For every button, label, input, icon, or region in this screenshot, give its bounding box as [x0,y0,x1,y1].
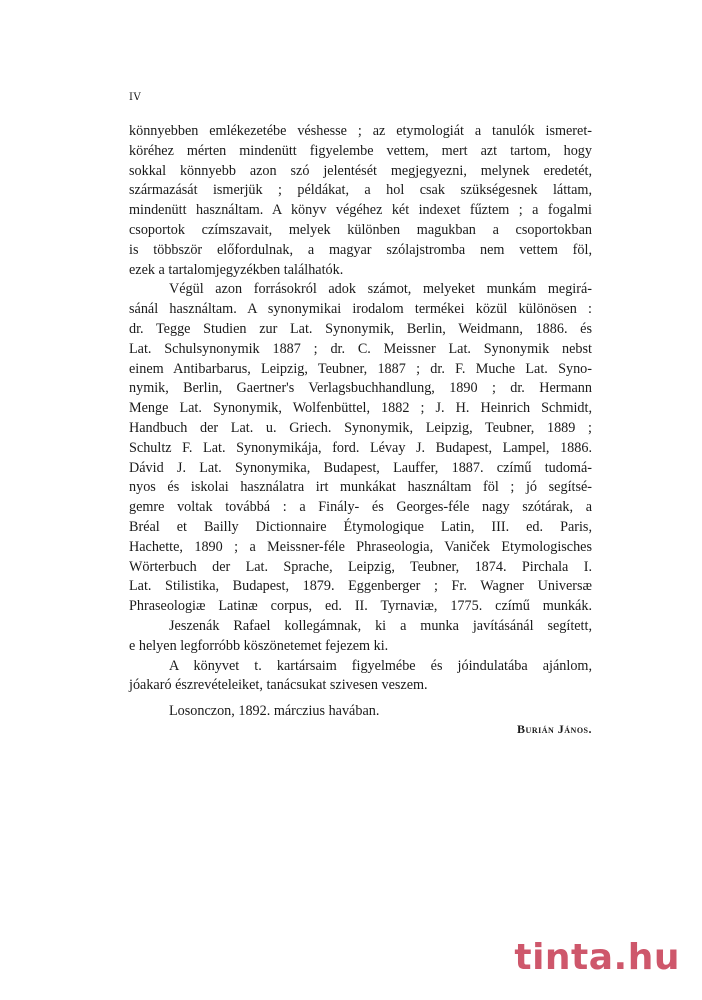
text-line: Phraseologiæ Latinæ corpus, ed. II. Tyrnaviæ, 1775. czímű munkák. [129,598,592,615]
text-line: Schultz F. Lat. Synonymikája, ford. Lévay J. Budapest, Lampel, 1886. [129,439,592,456]
page-body [129,122,592,722]
text-line: Jeszenák Rafael kollegámnak, ki a munka javításánál segített, [169,617,592,634]
text-line: Lat. Stilistika, Budapest, 1879. Eggenberger ; Fr. Wagner Universæ [129,578,592,595]
text-line: gemre voltak továbbá : a Finály- és Georges-féle nagy szótárak, a [129,499,592,516]
text-line: Hachette, 1890 ; a Meissner-féle Phraseologia, Vaniček Etymologisches [129,538,592,555]
text-line: Wörterbuch der Lat. Sprache, Leipzig, Teubner, 1874. Pirchala I. [129,558,592,575]
text-line: nyos és iskolai használatra irt munkákat használtam föl ; jó segítsé- [129,479,592,496]
text-line: einem Antibarbarus, Leipzig, Teubner, 1887 ; dr. F. Muche Lat. Syno- [129,360,592,377]
dateline: Losonczon, 1892. márczius havában. [169,703,380,720]
page-number: IV [129,92,142,103]
text-line: Lat. Schulsynonymik 1887 ; dr. C. Meissner Lat. Synonymik nebst [129,340,592,357]
text-line: Handbuch der Lat. u. Griech. Synonymik, Leipzig, Teubner, 1889 ; [129,419,592,436]
author-signature: Burián János. [517,722,592,736]
watermark-logo: tinta.hu [514,937,680,978]
text-line: ezek a tartalomjegyzékben találhatók. [129,261,344,278]
text-line: nymik, Berlin, Gaertner's Verlagsbuchhandlung, 1890 ; dr. Hermann [129,380,592,397]
text-line: köréhez mérten mindenütt figyelembe vettem, mert azt tartom, hogy [129,142,592,159]
text-line: is többször előfordulnak, a magyar szólajstromba nem vettem föl, [129,241,592,258]
text-line: sánál használtam. A synonymikai irodalom termékei közül különösen : [129,301,592,318]
text-line: e helyen legforróbb köszönetemet fejezem ki. [129,637,389,654]
text-line: Bréal et Bailly Dictionnaire Étymologique Latin, III. ed. Paris, [129,518,592,535]
text-line: Dávid J. Lat. Synonymika, Budapest, Lauffer, 1887. czímű tudomá- [129,459,592,476]
text-line: csoportok czímszavait, melyek különben magukban a csoportokban [129,221,592,238]
text-line: sokkal könnyebb azon szó jelentését megjegyezni, melynek eredetét, [129,162,592,179]
text-line: jóakaró észrevételeiket, tanácsukat szivesen veszem. [129,677,428,694]
text-line: mindenütt használtam. A könyv végéhez két indexet fűztem ; a fogalmi [129,202,592,219]
text-line: Menge Lat. Synonymik, Wolfenbüttel, 1882 ; J. H. Heinrich Schmidt, [129,400,592,417]
text-line: dr. Tegge Studien zur Lat. Synonymik, Berlin, Weidmann, 1886. és [129,320,592,337]
text-line: A könyvet t. kartársaim figyelmébe és jóindulatába ajánlom, [169,657,592,674]
text-line: könnyebben emlékezetébe véshesse ; az etymologiát a tanulók ismeret- [129,123,592,139]
text-line: Végül azon forrásokról adok számot, melyeket munkám megirá- [169,281,592,298]
text-line: származását ismerjük ; példákat, a hol csak szükségesnek láttam, [129,182,592,199]
